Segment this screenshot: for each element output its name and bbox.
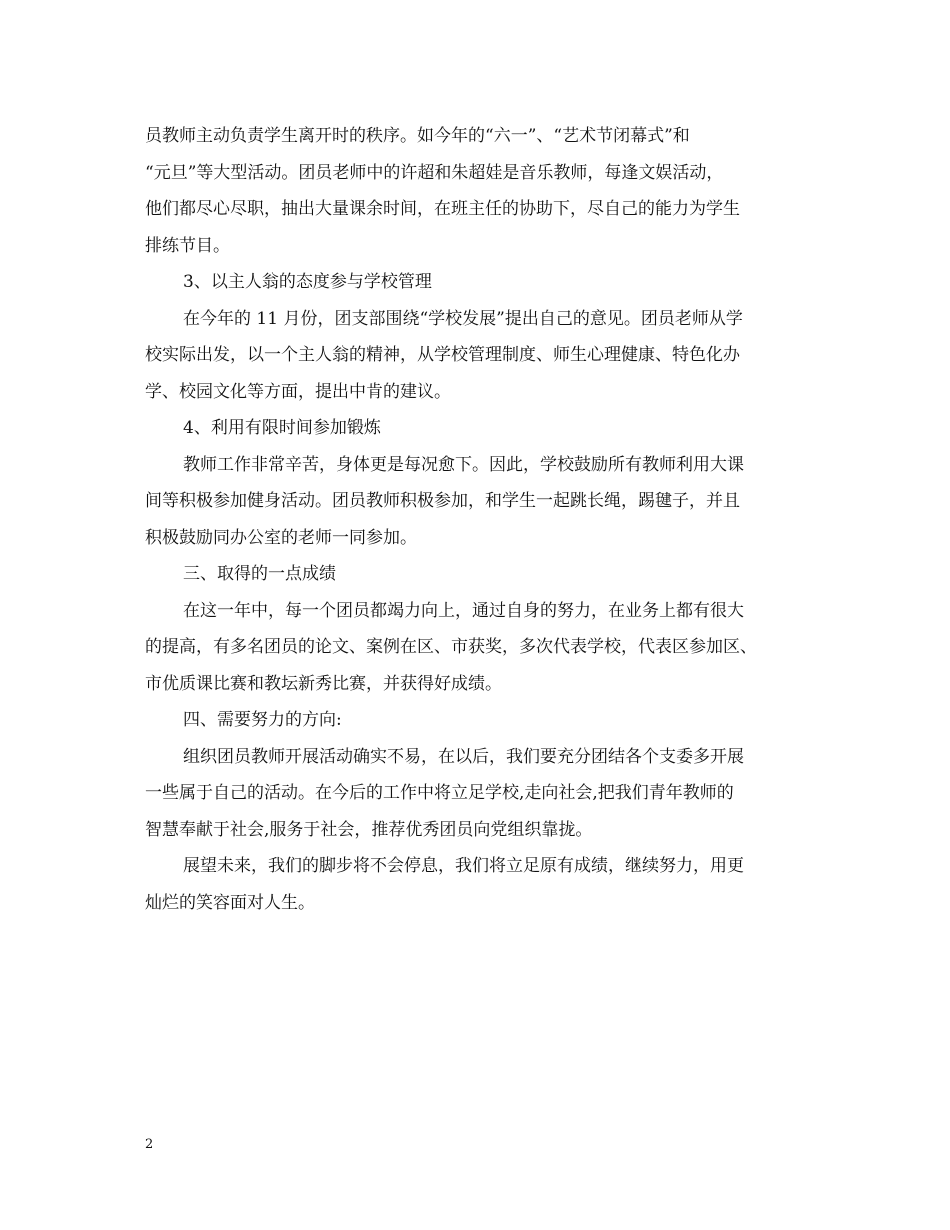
text-line: 展望未来，我们的脚步将不会停息，我们将立足原有成绩，继续努力，用更 <box>183 856 744 876</box>
text-line: 在今年的 11 月份，团支部围绕“学校发展”提出自己的意见。团员老师从学 <box>183 308 743 329</box>
text-line: 的提高，有多名团员的论文、案例在区、市获奖，多次代表学校，代表区参加区、 <box>145 637 757 657</box>
text-line: 三、取得的一点成绩 <box>183 564 336 584</box>
text-line: 间等积极参加健身活动。团员教师积极参加，和学生一起跳长绳，踢毽子，并且 <box>145 491 740 511</box>
text-line: 3、以主人翁的态度参与学校管理 <box>183 272 432 292</box>
text-line: 一些属于自己的活动。在今后的工作中将立足学校,走向社会,把我们青年教师的 <box>145 783 734 803</box>
text-line: 在这一年中，每一个团员都竭力向上，通过自身的努力，在业务上都有很大 <box>183 600 744 621</box>
text-line: 他们都尽心尽职，抽出大量课余时间，在班主任的协助下，尽自己的能力为学生 <box>145 199 740 219</box>
text-line: 学、校园文化等方面，提出中肯的建议。 <box>145 381 451 402</box>
text-line: 员教师主动负责学生离开时的秩序。如今年的“六一”、“艺术节闭幕式”和 <box>145 126 690 146</box>
text-line: “元旦”等大型活动。团员老师中的许超和朱超娃是音乐教师，每逢文娱活动， <box>145 162 724 183</box>
text-line: 校实际出发，以一个主人翁的精神，从学校管理制度、师生心理健康、特色化办 <box>145 345 740 365</box>
text-line: 教师工作非常辛苦，身体更是每况愈下。因此，学校鼓励所有教师利用大课 <box>183 454 744 475</box>
document-body <box>145 118 810 921</box>
text-line: 排练节目。 <box>145 235 230 256</box>
text-line: 4、利用有限时间参加锻炼 <box>183 418 381 438</box>
text-line: 市优质课比赛和教坛新秀比赛，并获得好成绩。 <box>145 673 502 694</box>
text-line: 积极鼓励同办公室的老师一同参加。 <box>145 527 417 548</box>
text-line: 灿烂的笑容面对人生。 <box>145 892 315 913</box>
text-line: 四、需要努力的方向: <box>183 710 342 730</box>
text-line: 组织团员教师开展活动确实不易，在以后，我们要充分团结各个支委多开展 <box>183 746 744 767</box>
text-line: 智慧奉献于社会,服务于社会，推荐优秀团员向党组织靠拢。 <box>145 819 593 840</box>
page-number: 2 <box>145 1137 154 1152</box>
